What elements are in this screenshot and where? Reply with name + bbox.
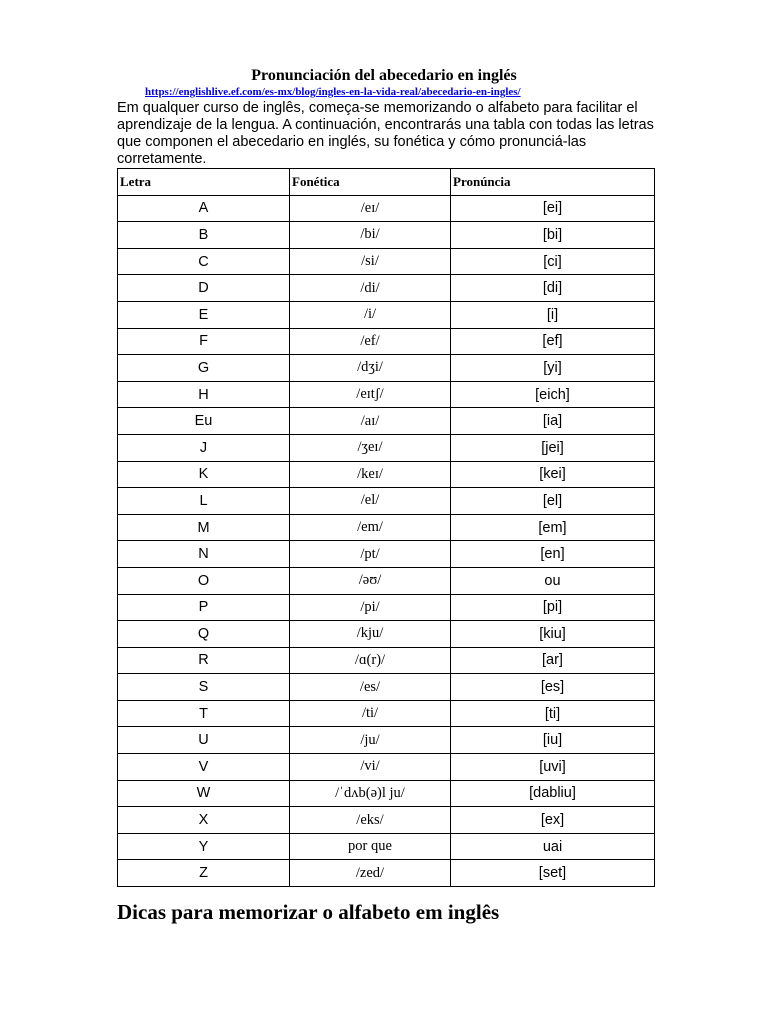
table-row — [118, 434, 655, 461]
cell-pronunciation: [uvi] — [451, 754, 655, 781]
cell-phonetic: /si/ — [290, 248, 451, 275]
cell-pronunciation: [dabliu] — [451, 780, 655, 807]
cell-letter: Eu — [118, 408, 290, 435]
table-row — [118, 222, 655, 249]
cell-letter: D — [118, 275, 290, 302]
cell-pronunciation: [jei] — [451, 434, 655, 461]
header-fonetica: Fonética — [290, 169, 451, 196]
table-row — [118, 567, 655, 594]
cell-letter: N — [118, 541, 290, 568]
cell-letter: W — [118, 780, 290, 807]
cell-pronunciation: [em] — [451, 514, 655, 541]
cell-pronunciation: [iu] — [451, 727, 655, 754]
cell-phonetic: /ti/ — [290, 700, 451, 727]
table-row — [118, 275, 655, 302]
source-link[interactable]: https://englishlive.ef.com/es-mx/blog/ingles-en-la-vida-real/abecedario-en-ingles/ — [145, 86, 521, 98]
table-row — [118, 833, 655, 860]
cell-pronunciation: [ti] — [451, 700, 655, 727]
alphabet-table — [117, 168, 655, 887]
cell-pronunciation: [bi] — [451, 222, 655, 249]
table-row — [118, 674, 655, 701]
cell-phonetic: /el/ — [290, 488, 451, 515]
cell-letter: G — [118, 355, 290, 382]
table-row — [118, 381, 655, 408]
cell-letter: E — [118, 301, 290, 328]
cell-letter: L — [118, 488, 290, 515]
cell-letter: P — [118, 594, 290, 621]
cell-phonetic: /pt/ — [290, 541, 451, 568]
table-row — [118, 727, 655, 754]
table-row — [118, 301, 655, 328]
cell-pronunciation: [kei] — [451, 461, 655, 488]
cell-letter: Z — [118, 860, 290, 887]
cell-phonetic: /bi/ — [290, 222, 451, 249]
header-letra: Letra — [118, 169, 290, 196]
table-header-row — [118, 169, 655, 196]
table-row — [118, 408, 655, 435]
table-row — [118, 700, 655, 727]
table-row — [118, 195, 655, 222]
cell-pronunciation: uai — [451, 833, 655, 860]
cell-pronunciation: [eich] — [451, 381, 655, 408]
cell-phonetic: /keɪ/ — [290, 461, 451, 488]
table-row — [118, 488, 655, 515]
table-row — [118, 355, 655, 382]
table-row — [118, 461, 655, 488]
cell-letter: M — [118, 514, 290, 541]
header-pronuncia: Pronúncia — [451, 169, 655, 196]
cell-phonetic: /pi/ — [290, 594, 451, 621]
table-row — [118, 621, 655, 648]
cell-letter: X — [118, 807, 290, 834]
cell-pronunciation: [el] — [451, 488, 655, 515]
cell-letter: F — [118, 328, 290, 355]
table-row — [118, 807, 655, 834]
cell-letter: O — [118, 567, 290, 594]
cell-phonetic: /ɑ(r)/ — [290, 647, 451, 674]
table-row — [118, 328, 655, 355]
cell-pronunciation: ou — [451, 567, 655, 594]
cell-letter: J — [118, 434, 290, 461]
cell-phonetic: por que — [290, 833, 451, 860]
cell-phonetic: /di/ — [290, 275, 451, 302]
cell-pronunciation: [pi] — [451, 594, 655, 621]
cell-phonetic: /ju/ — [290, 727, 451, 754]
cell-letter: K — [118, 461, 290, 488]
cell-letter: B — [118, 222, 290, 249]
section-heading: Dicas para memorizar o alfabeto em inglês — [117, 900, 500, 924]
cell-phonetic: /ˈdʌb(ə)l ju/ — [290, 780, 451, 807]
cell-letter: R — [118, 647, 290, 674]
cell-pronunciation: [yi] — [451, 355, 655, 382]
table-row — [118, 860, 655, 887]
cell-phonetic: /i/ — [290, 301, 451, 328]
cell-pronunciation: [set] — [451, 860, 655, 887]
cell-phonetic: /əʊ/ — [290, 567, 451, 594]
cell-phonetic: /dʒi/ — [290, 355, 451, 382]
page-title: Pronunciación del abecedario en inglés — [251, 67, 517, 84]
cell-pronunciation: [ar] — [451, 647, 655, 674]
cell-pronunciation: [ia] — [451, 408, 655, 435]
cell-phonetic: /ef/ — [290, 328, 451, 355]
cell-phonetic: /eɪtʃ/ — [290, 381, 451, 408]
cell-pronunciation: [i] — [451, 301, 655, 328]
cell-letter: U — [118, 727, 290, 754]
cell-pronunciation: [ef] — [451, 328, 655, 355]
table-row — [118, 594, 655, 621]
cell-pronunciation: [kiu] — [451, 621, 655, 648]
cell-letter: Y — [118, 833, 290, 860]
table-row — [118, 647, 655, 674]
table-row — [118, 780, 655, 807]
cell-letter: V — [118, 754, 290, 781]
table-row — [118, 541, 655, 568]
cell-letter: S — [118, 674, 290, 701]
cell-pronunciation: [ex] — [451, 807, 655, 834]
table-row — [118, 754, 655, 781]
table-body — [118, 195, 655, 886]
cell-pronunciation: [ei] — [451, 195, 655, 222]
cell-letter: A — [118, 195, 290, 222]
table-row — [118, 514, 655, 541]
cell-letter: C — [118, 248, 290, 275]
cell-pronunciation: [en] — [451, 541, 655, 568]
intro-paragraph: Em qualquer curso de inglês, começa-se memorizando o alfabeto para facilitar el aprendizaje de la lengua. A continuación, encontrarás una tabla con todas las letras que componen el abecedario en inglés, su fonética y cómo pronunciá-las corretamente. — [117, 100, 654, 167]
cell-phonetic: /aɪ/ — [290, 408, 451, 435]
cell-phonetic: /eɪ/ — [290, 195, 451, 222]
cell-phonetic: /es/ — [290, 674, 451, 701]
cell-pronunciation: [ci] — [451, 248, 655, 275]
cell-phonetic: /em/ — [290, 514, 451, 541]
cell-phonetic: /ʒeɪ/ — [290, 434, 451, 461]
cell-phonetic: /eks/ — [290, 807, 451, 834]
table-row — [118, 248, 655, 275]
cell-letter: Q — [118, 621, 290, 648]
cell-phonetic: /kju/ — [290, 621, 451, 648]
cell-phonetic: /vi/ — [290, 754, 451, 781]
cell-pronunciation: [di] — [451, 275, 655, 302]
cell-letter: T — [118, 700, 290, 727]
cell-phonetic: /zed/ — [290, 860, 451, 887]
cell-letter: H — [118, 381, 290, 408]
cell-pronunciation: [es] — [451, 674, 655, 701]
